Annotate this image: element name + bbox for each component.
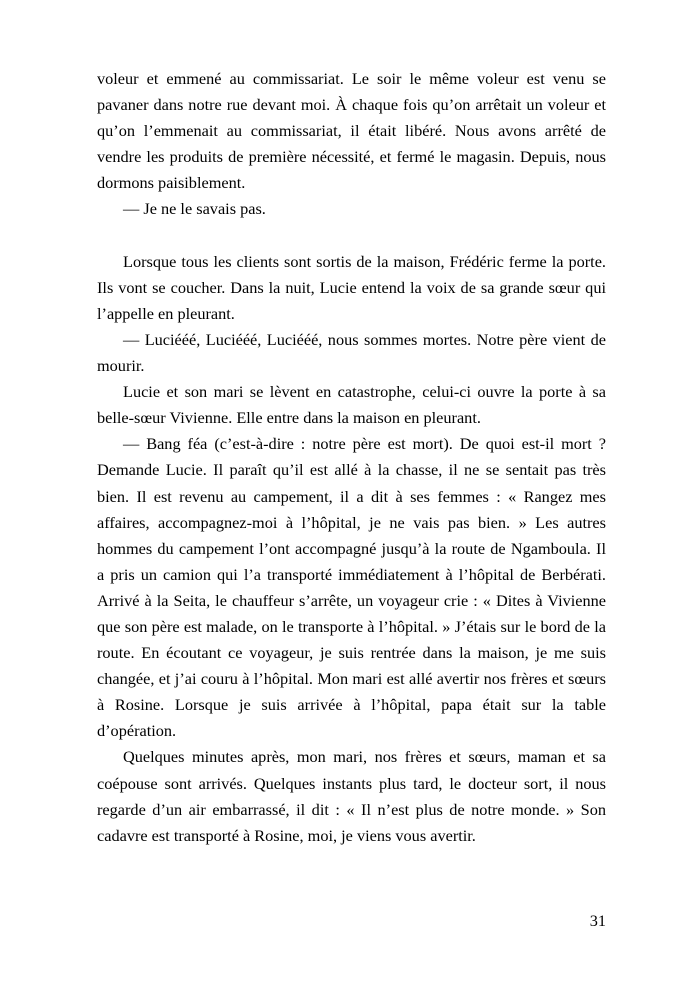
- body-text-column: [97, 66, 606, 849]
- dialogue-line: — Luciééé, Luciééé, Luciééé, nous sommes mortes. Notre père vient de mourir.: [97, 329, 606, 376]
- page-number: 31: [589, 911, 606, 930]
- paragraph: Quelques minutes après, mon mari, nos frères et sœurs, maman et sa coépouse sont arrivés. Quelques instants plus tard, le docteur sort, il nous regarde d’un air embarrassé, il dit : « Il n’est plus de notre monde. » Son cadavre est transporté à Rosine, moi, je viens vous avertir.: [97, 747, 606, 845]
- dialogue-line: — Je ne le savais pas.: [123, 199, 266, 219]
- dialogue-line: — Bang féa (c’est-à-dire : notre père est mort). De quoi est-il mort ? Demande Lucie. Il paraît qu’il est allé à la chasse, il ne se sentait pas très bien. Il est revenu au campement, il a dit à ses femmes : « Rangez mes affaires, accompagnez-moi à l’hôpital, je ne vais pas bien. » Les autres hommes du campement l’ont accompagné jusqu’à la route de Ngamboula. Il a pris un camion qui l’a transporté immédiatement à l’hôpital de Berbérati. Arrivé à la Seita, le chauffeur s’arrête, un voyageur crie : « Dites à Vivienne que son père est malade, on le transporte à l’hôpital. » J’étais sur le bord de la route. En écoutant ce voyageur, je suis rentrée dans la maison, je me suis changée, et j’ai couru à l’hôpital. Mon mari est allé avertir nos frères et sœurs à Rosine. Lorsque je suis arrivée à l’hôpital, papa était sur la table d’opération.: [97, 434, 606, 741]
- paragraph: Lucie et son mari se lèvent en catastrophe, celui-ci ouvre la porte à sa belle-sœur Vivienne. Elle entre dans la maison en pleurant.: [97, 382, 606, 428]
- paragraph: Lorsque tous les clients sont sortis de la maison, Frédéric ferme la porte. Ils vont se coucher. Dans la nuit, Lucie entend la voix de sa grande sœur qui l’appelle en pleurant.: [97, 251, 606, 323]
- paragraph: voleur et emmené au commissariat. Le soir le même voleur est venu se pavaner dans notre rue devant moi. À chaque fois qu’on arrêtait un voleur et qu’on l’emmenait au commissariat, il était libéré. Nous avons arrêté de vendre les produits de première nécessité, et fermé le magasin. Depuis, nous dormons paisiblement.: [97, 69, 606, 193]
